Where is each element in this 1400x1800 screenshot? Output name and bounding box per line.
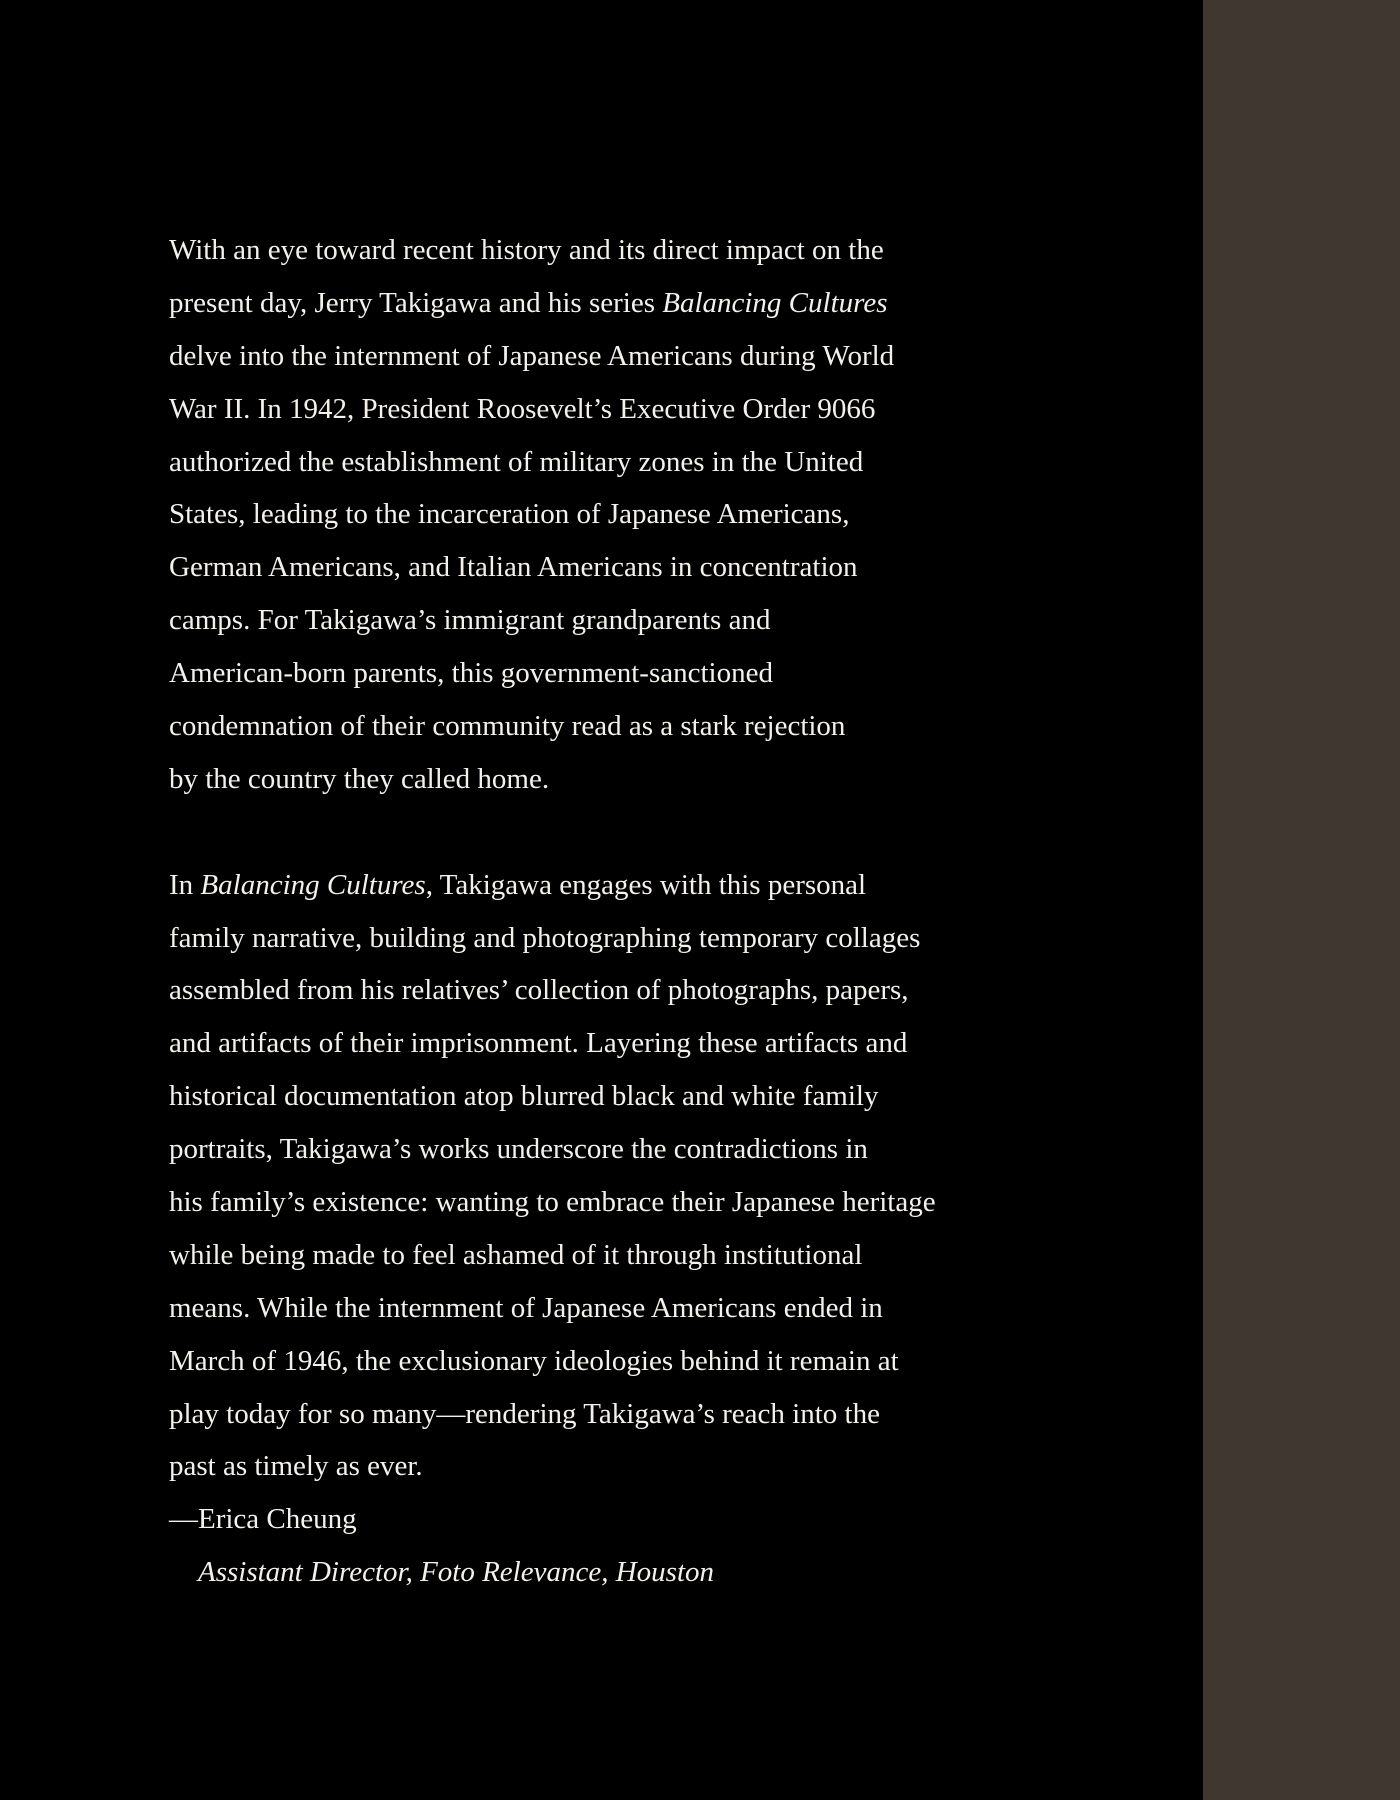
side-band (1203, 0, 1400, 1800)
text-run: , Takigawa engages with this personal (425, 868, 867, 901)
italic-title: Balancing Cultures (662, 286, 888, 319)
essay-text (169, 224, 999, 1599)
paragraph-2-line (169, 1229, 999, 1282)
paragraph-2-line (169, 1017, 999, 1070)
paragraph-1-line (169, 383, 999, 436)
paragraph-1-line (169, 647, 999, 700)
attribution-title-text: Assistant Director, Foto Relevance, Houston (198, 1556, 715, 1589)
text-run: States, leading to the incarceration of Japanese Americans, (169, 498, 850, 531)
paragraph-2-line (169, 1335, 999, 1388)
paragraph-2-line (169, 1282, 999, 1335)
paragraph-2-line (169, 912, 999, 965)
paragraph-1-line (169, 700, 999, 753)
text-run: In (169, 868, 201, 901)
paragraph-2-line (169, 1440, 999, 1493)
text-run: German Americans, and Italian Americans in concentration (169, 551, 858, 584)
text-run: present day, Jerry Takigawa and his series (169, 286, 663, 319)
attribution-title (169, 1546, 999, 1599)
attribution-author: —Erica Cheung (169, 1503, 357, 1536)
text-run: March of 1946, the exclusionary ideologies behind it remain at (169, 1344, 899, 1377)
text-run: condemnation of their community read as a stark rejection (169, 710, 846, 743)
paragraph-2-line (169, 859, 999, 912)
text-run: authorized the establishment of military zones in the United (169, 445, 864, 478)
text-run: With an eye toward recent history and its direct impact on the (169, 234, 884, 266)
paragraph-2-line (169, 1123, 999, 1176)
text-run: historical documentation atop blurred black and white family (169, 1080, 879, 1113)
text-run: and artifacts of their imprisonment. Layering these artifacts and (169, 1027, 908, 1060)
text-run: while being made to feel ashamed of it through institutional (169, 1238, 863, 1271)
italic-title: Balancing Cultures (200, 868, 426, 901)
paragraph-1-line (169, 594, 999, 647)
paragraph-1-line (169, 330, 999, 383)
text-run: camps. For Takigawa’s immigrant grandparents and (169, 604, 771, 637)
text-run: War II. In 1942, President Roosevelt’s Executive Order 9066 (169, 392, 876, 425)
text-run: his family’s existence: wanting to embrace their Japanese heritage (169, 1186, 936, 1219)
text-run: assembled from his relatives’ collection of photographs, papers, (169, 974, 909, 1007)
text-run: portraits, Takigawa’s works underscore the contradictions in (169, 1133, 868, 1166)
text-run: play today for so many—rendering Takigawa’s reach into the (169, 1397, 880, 1430)
paragraph-1-line (169, 541, 999, 594)
text-run: family narrative, building and photographing temporary collages (169, 921, 921, 954)
paragraph-2-line (169, 964, 999, 1017)
paragraph-1-line (169, 436, 999, 489)
paragraph-2 (169, 859, 999, 1494)
paragraph-1-line (169, 753, 999, 806)
paragraph-2-line (169, 1388, 999, 1441)
paragraph-spacer (169, 806, 999, 859)
paragraph-2-line (169, 1070, 999, 1123)
paragraph-1-line (169, 277, 999, 330)
paragraph-2-line (169, 1176, 999, 1229)
text-run: American-born parents, this government-sanctioned (169, 657, 773, 690)
text-run: means. While the internment of Japanese Americans ended in (169, 1291, 883, 1324)
paragraph-1-line (169, 224, 999, 277)
paragraph-1 (169, 224, 999, 806)
paragraph-1-line (169, 488, 999, 541)
text-run: past as timely as ever. (169, 1450, 423, 1483)
text-run: by the country they called home. (169, 762, 550, 795)
text-run: delve into the internment of Japanese Americans during World (169, 339, 895, 372)
